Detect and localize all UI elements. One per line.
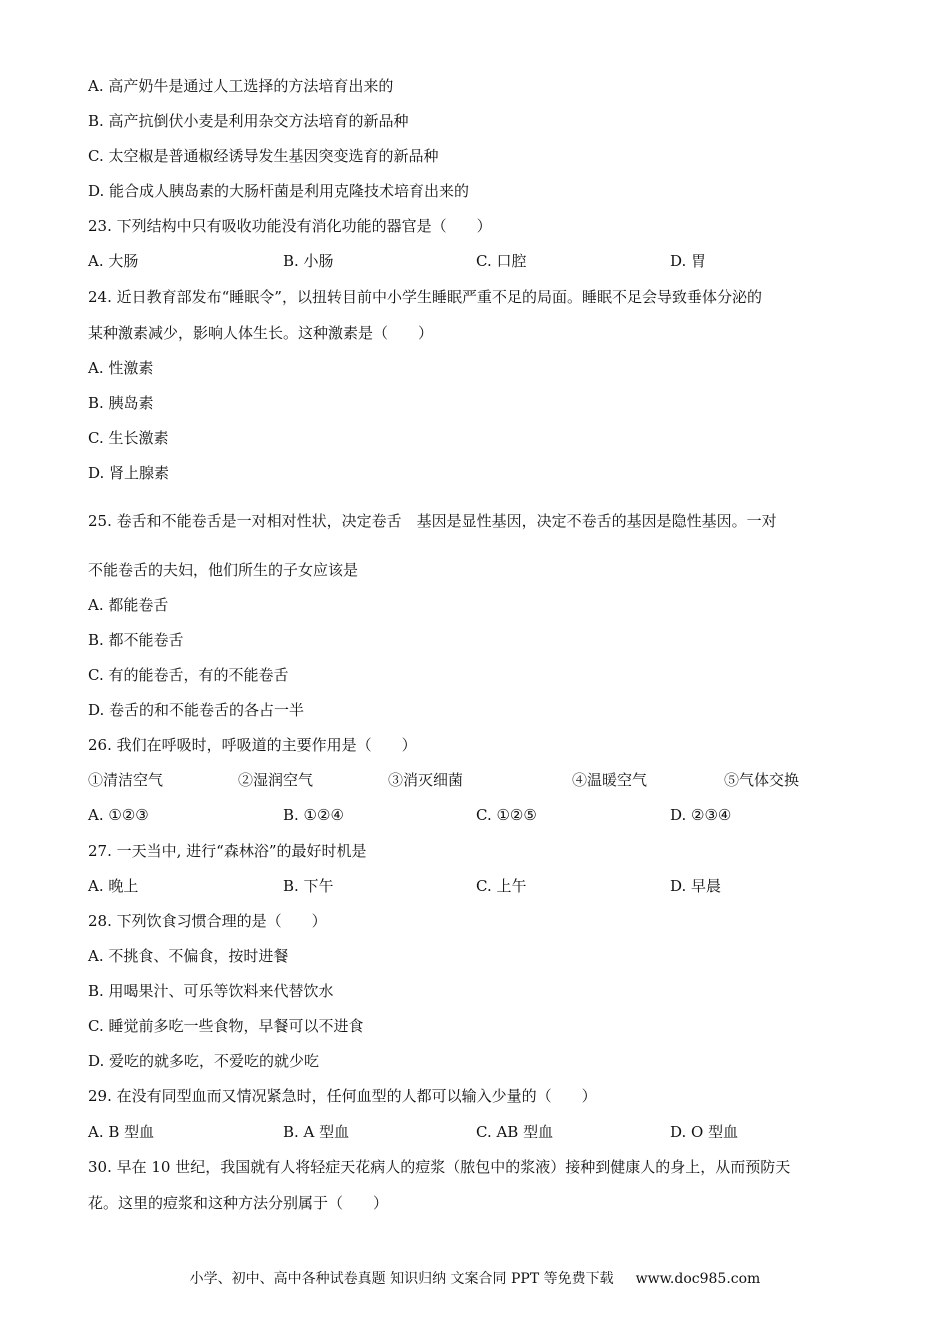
q22-option-b: B. 高产抗倒伏小麦是利用杂交方法培育的新品种 (88, 112, 409, 130)
q29-option-c: C. AB 型血 (476, 1123, 554, 1141)
q28-stem: 28. 下列饮食习惯合理的是（ ） (88, 912, 327, 930)
q30-stem-line2: 花。这里的痘浆和这种方法分别属于（ ） (88, 1194, 389, 1212)
q26-item-2: ②湿润空气 (238, 771, 314, 789)
q25-option-a: A. 都能卷舌 (88, 596, 169, 614)
q28-option-a: A. 不挑食、不偏食，按时进餐 (88, 947, 289, 965)
q25-stem-line1: 25. 卷舌和不能卷舌是一对相对性状，决定卷舌 基因是显性基因，决定不卷舌的基因是隐性基因。一对 (88, 512, 777, 530)
q26-option-d: D. ②③④ (670, 806, 732, 824)
q25-option-b: B. 都不能卷舌 (88, 631, 184, 649)
q27-stem: 27. 一天当中, 进行“森林浴”的最好时机是 (88, 842, 367, 860)
q22-option-d: D. 能合成人胰岛素的大肠杆菌是利用克隆技术培育出来的 (88, 182, 470, 200)
q26-item-5: ⑤气体交换 (724, 771, 800, 789)
q26-item-1: ①清洁空气 (88, 771, 164, 789)
q22-option-c: C. 太空椒是普通椒经诱导发生基因突变选育的新品种 (88, 147, 439, 165)
q22-option-a: A. 高产奶牛是通过人工选择的方法培育出来的 (88, 77, 394, 95)
q23-option-d: D. 胃 (670, 252, 707, 270)
q26-stem: 26. 我们在呼吸时，呼吸道的主要作用是（ ） (88, 736, 417, 754)
q26-items-row (88, 770, 868, 790)
q24-option-a: A. 性激素 (88, 359, 154, 377)
q26-item-4: ④温暖空气 (572, 771, 648, 789)
q24-option-b: B. 胰岛素 (88, 394, 154, 412)
q28-option-c: C. 睡觉前多吃一些食物，早餐可以不进食 (88, 1017, 364, 1035)
q28-option-d: D. 爱吃的就多吃，不爱吃的就少吃 (88, 1052, 320, 1070)
q23-option-b: B. 小肠 (283, 252, 334, 270)
q25-option-d: D. 卷舌的和不能卷舌的各占一半 (88, 701, 305, 719)
q27-options-row (88, 876, 868, 896)
q27-option-d: D. 早晨 (670, 877, 722, 895)
footer-text: 小学、初中、高中各种试卷真题 知识归纳 文案合同 PPT 等免费下载 (189, 1271, 614, 1287)
q27-option-c: C. 上午 (476, 877, 527, 895)
q27-option-b: B. 下午 (283, 877, 334, 895)
q29-options-row (88, 1122, 868, 1142)
q29-stem: 29. 在没有同型血而又情况紧急时，任何血型的人都可以输入少量的（ ） (88, 1087, 597, 1105)
q25-option-c: C. 有的能卷舌，有的不能卷舌 (88, 666, 289, 684)
q29-option-b: B. A 型血 (283, 1123, 350, 1141)
q27-option-a: A. 晚上 (88, 877, 139, 895)
q24-option-c: C. 生长激素 (88, 429, 169, 447)
footer-url[interactable]: www.doc985.com (635, 1271, 761, 1287)
q26-item-3: ③消灭细菌 (388, 771, 464, 789)
q23-options-row (88, 251, 868, 271)
q28-option-b: B. 用喝果汁、可乐等饮料来代替饮水 (88, 982, 334, 1000)
q24-stem-line2: 某种激素减少，影响人体生长。这种激素是（ ） (88, 324, 434, 342)
q26-option-a: A. ①②③ (88, 806, 149, 824)
q24-stem-line1: 24. 近日教育部发布“睡眠令”，以扭转目前中小学生睡眠严重不足的局面。睡眠不足会导致垂体分泌的 (88, 288, 762, 306)
q29-option-d: D. O 型血 (670, 1123, 739, 1141)
q23-stem: 23. 下列结构中只有吸收功能没有消化功能的器官是（ ） (88, 217, 492, 235)
q26-option-c: C. ①②⑤ (476, 806, 537, 824)
q23-option-c: C. 口腔 (476, 252, 527, 270)
q29-option-a: A. B 型血 (88, 1123, 155, 1141)
q25-stem-line2: 不能卷舌的夫妇，他们所生的子女应该是 (88, 561, 359, 579)
page-footer (0, 1269, 950, 1289)
q24-option-d: D. 肾上腺素 (88, 464, 170, 482)
q23-option-a: A. 大肠 (88, 252, 139, 270)
q26-options-row (88, 805, 868, 825)
q26-option-b: B. ①②④ (283, 806, 344, 824)
q30-stem-line1: 30. 早在 10 世纪，我国就有人将轻症天花病人的痘浆（脓包中的浆液）接种到健康人的身上，从而预防天 (88, 1158, 791, 1176)
